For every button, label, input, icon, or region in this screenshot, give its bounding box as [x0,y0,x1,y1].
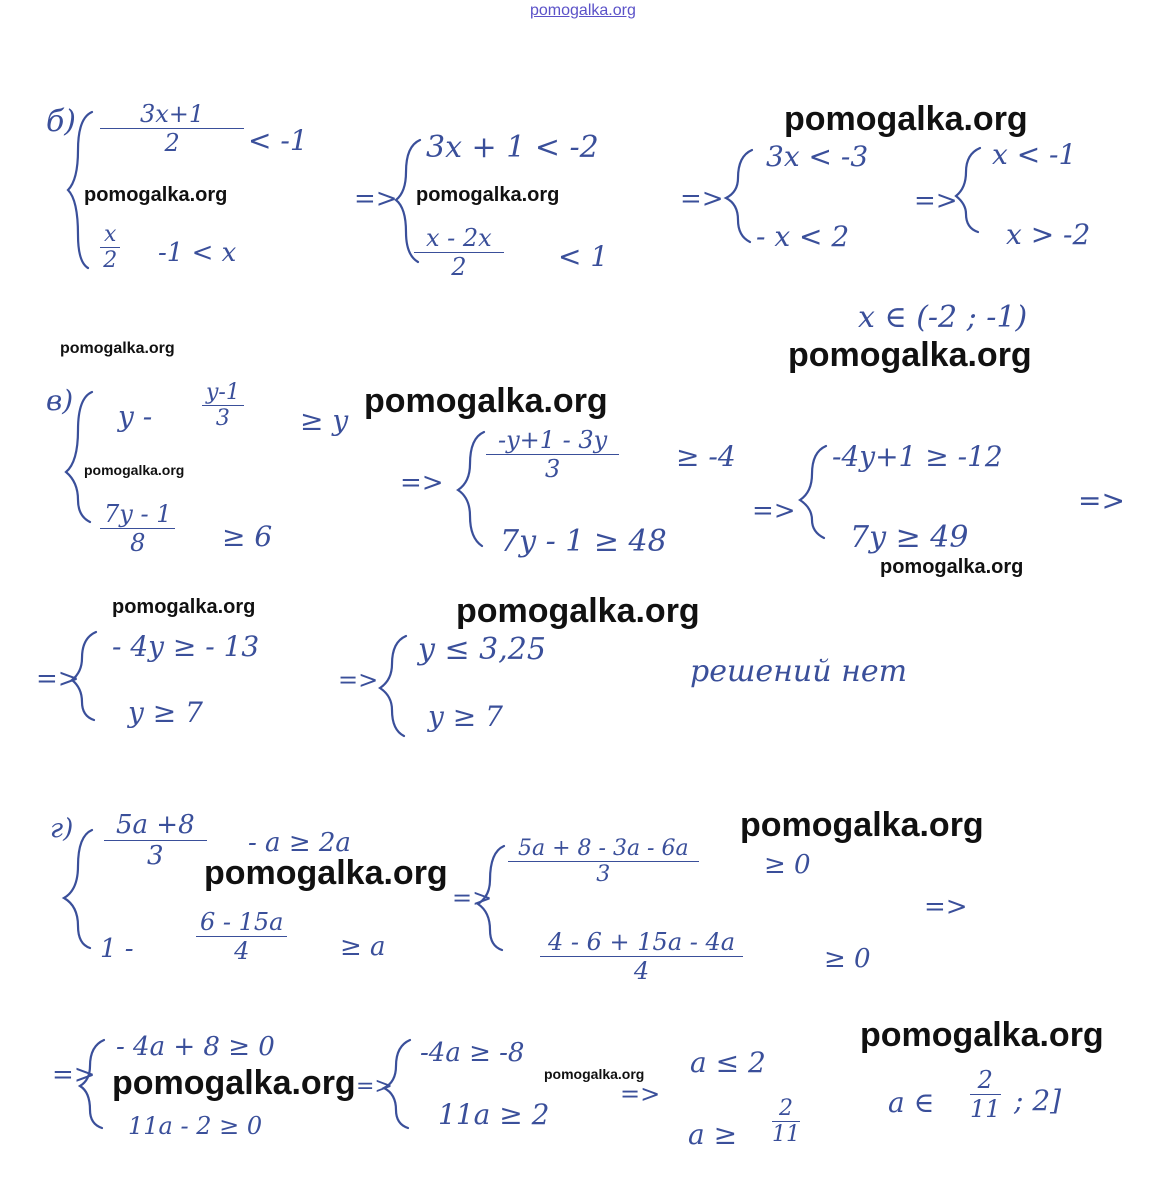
b-sys3-line2: - x < 2 [756,220,850,253]
b-sys2-line1: 3x + 1 < -2 [426,130,599,165]
brace-g-1 [64,830,92,948]
v-sys1-line1-pre: y - [118,400,153,433]
b-answer: x ∈ (-2 ; -1) [858,300,1028,335]
arrow-g-3: => [52,1060,96,1090]
g-sys1-line2-den: 4 [234,937,250,965]
watermark-2: pomogalka.org [84,184,228,206]
arrow-b-1: => [354,184,398,214]
v-sys5-line2: y ≥ 7 [428,700,503,733]
watermark-3: pomogalka.org [416,184,560,206]
g-sys2-line2-den: 4 [633,957,650,985]
g-sys5-line2-pre: a ≥ [688,1118,738,1151]
g-sys1-line2-num: 6 - 15a [196,908,287,937]
v-sys5-line1: y ≤ 3,25 [418,632,546,667]
g-sys1-line1-num: 5a +8 [104,810,207,841]
v-sys1-line2-fraction [100,500,175,557]
b-sys1-line2-rest: -1 < x [158,238,237,268]
watermark-9: pomogalka.org [112,596,256,618]
g-answer-pre: a ∈ [888,1086,935,1119]
label-v: в) [46,384,74,417]
arrow-b-3: => [914,186,958,216]
watermark-1: pomogalka.org [784,100,1028,138]
v-sys4-line2: y ≥ 7 [128,696,203,729]
g-answer-post: ; 2] [1014,1084,1062,1117]
watermark-10: pomogalka.org [456,592,700,630]
b-sys1-denominator: 2 [164,129,180,157]
b-sys2-line2-den: 2 [451,253,467,281]
watermark-4: pomogalka.org [60,340,175,357]
v-sys1-line1-fraction [202,380,244,431]
watermark-8: pomogalka.org [880,556,1024,578]
g-sys5-line2-den: 11 [772,1122,800,1147]
brace-v-3 [800,446,826,538]
g-sys1-line2-pre: 1 - [100,934,134,964]
brace-v-2 [458,432,484,546]
v-answer: решений нет [690,654,908,689]
v-sys1-line2-num: 7y - 1 [100,500,175,529]
v-sys2-line1-rest: ≥ -4 [676,440,736,473]
g-sys4-line1: -4a ≥ -8 [420,1038,525,1068]
watermark-6: pomogalka.org [364,382,608,420]
g-sys2-line1-den: 3 [596,862,611,887]
g-sys5-line1: a ≤ 2 [690,1046,766,1079]
g-sys1-line2-rest: ≥ a [340,932,386,962]
v-sys3-line2: 7y ≥ 49 [850,520,969,555]
b-sys4-line1: x < -1 [992,138,1077,171]
watermark-13: pomogalka.org [860,1016,1104,1054]
b-sys1-numerator: 3x+1 [100,100,244,129]
g-sys2-line1-fraction [508,836,699,887]
brace-b-3 [726,150,752,242]
b-sys2-line2-rest: < 1 [558,240,609,273]
watermark-15: pomogalka.org [544,1066,645,1082]
v-sys1-line1-num: y-1 [202,380,244,406]
g-sys1-line2-fraction [196,908,287,965]
g-answer-fraction [970,1066,1001,1123]
watermark-7: pomogalka.org [84,462,185,478]
g-sys2-line2-rest: ≥ 0 [824,944,871,974]
g-sys3-line1: - 4a + 8 ≥ 0 [116,1032,275,1062]
arrow-v-3: => [1078,484,1125,517]
v-sys1-line1-rest: ≥ y [300,404,349,437]
g-sys2-line2-fraction [540,928,743,985]
g-sys5-line2-fraction [772,1096,800,1147]
v-sys3-line1: -4y+1 ≥ -12 [832,440,1003,473]
brace-b-4 [956,148,980,232]
watermark-11: pomogalka.org [740,806,984,844]
g-sys1-line1-rest: - a ≥ 2a [248,828,351,858]
arrow-v-4: => [36,664,80,694]
g-sys4-line2: 11a ≥ 2 [438,1098,550,1131]
arrow-b-2: => [680,184,724,214]
v-sys4-line1: - 4y ≥ - 13 [112,630,260,663]
v-sys1-line2-rest: ≥ 6 [222,520,273,553]
arrow-g-4: => [356,1074,393,1099]
arrow-v-5: => [338,666,379,694]
g-sys2-line1-rest: ≥ 0 [764,850,811,880]
watermark-12: pomogalka.org [204,854,448,892]
v-sys2-line1-den: 3 [544,455,561,483]
g-sys2-line2-num: 4 - 6 + 15a - 4a [540,928,743,957]
g-sys2-line1-num: 5a + 8 - 3a - 6a [508,836,699,862]
b-sys3-line1: 3x < -3 [766,140,869,173]
b-sys1-fraction [100,100,244,157]
b-sys2-line2-num: x - 2x [414,224,504,253]
arrow-v-1: => [400,468,444,498]
g-sys1-line1-den: 3 [147,841,164,871]
g-sys1-line1-fraction [104,810,207,871]
b-sys1-line2-den: 2 [103,248,118,273]
v-sys1-line2-den: 8 [130,529,146,557]
arrow-g-2: => [924,892,968,922]
v-sys2-line1-num: -y+1 - 3y [486,426,619,455]
top-watermark-link[interactable]: pomogalka.org [530,2,636,19]
g-sys3-line2: 11a - 2 ≥ 0 [128,1112,263,1140]
v-sys1-line1-den: 3 [215,406,230,431]
v-sys2-line2: 7y - 1 ≥ 48 [500,524,667,559]
brace-v-5 [380,636,406,736]
b-sys1-line2-fraction [100,222,120,273]
g-answer-num: 2 [970,1066,1001,1095]
arrow-g-1: => [452,884,493,912]
label-g: г) [50,814,74,844]
watermark-5: pomogalka.org [788,336,1032,374]
b-sys1-line2-num: x [100,222,120,248]
label-b: б) [46,104,77,139]
g-answer-den: 11 [970,1095,1001,1123]
v-sys2-line1-fraction [486,426,619,483]
b-sys2-line2-fraction [414,224,504,281]
b-sys1-rest: < -1 [248,124,308,157]
watermark-14: pomogalka.org [112,1064,356,1102]
g-sys5-line2-num: 2 [772,1096,800,1122]
b-sys4-line2: x > -2 [1006,218,1091,251]
arrow-g-5: => [620,1080,661,1108]
arrow-v-2: => [752,496,796,526]
